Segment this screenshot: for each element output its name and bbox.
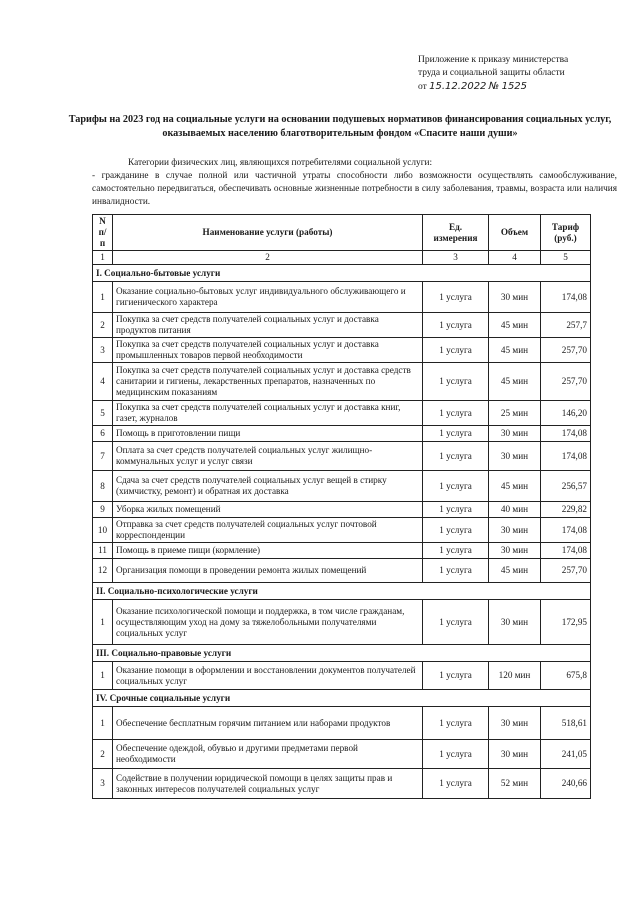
volume-cell: 45 мин: [489, 363, 541, 401]
unit-cell: 1 услуга: [423, 559, 489, 583]
row-number: 1: [93, 707, 113, 740]
unit-cell: 1 услуга: [423, 662, 489, 690]
category-heading: Категории физических лиц, являющихся потребителями социальной услуги:: [128, 158, 433, 168]
row-number: 9: [93, 502, 113, 518]
volume-cell: 52 мин: [489, 769, 541, 799]
tariff-cell: 174,08: [541, 543, 591, 559]
column-index-row: [93, 251, 591, 265]
table-row: [93, 471, 591, 502]
row-number: 3: [93, 338, 113, 363]
unit-cell: 1 услуга: [423, 282, 489, 313]
unit-cell: 1 услуга: [423, 707, 489, 740]
volume-cell: 45 мин: [489, 338, 541, 363]
service-name: Оплата за счет средств получателей социальных услуг жилищно-коммунальных услуг и услуг связи: [113, 442, 423, 471]
section-title: IV. Срочные социальные услуги: [93, 690, 591, 707]
appendix-line-1: Приложение к приказу министерства: [418, 55, 569, 65]
tariff-cell: 174,08: [541, 282, 591, 313]
section-row: [93, 645, 591, 662]
table-row: [93, 662, 591, 690]
service-name: Сдача за счет средств получателей социальных услуг вещей в стирку (химчистку, ремонт) и обратная их доставка: [113, 471, 423, 502]
unit-cell: 1 услуга: [423, 769, 489, 799]
tariff-cell: 146,20: [541, 401, 591, 426]
row-number: 5: [93, 401, 113, 426]
service-name: Покупка за счет средств получателей социальных услуг и доставка продуктов питания: [113, 313, 423, 338]
table-row: [93, 740, 591, 769]
table-row: [93, 426, 591, 442]
service-name: Организация помощи в проведении ремонта жилых помещений: [113, 559, 423, 583]
row-number: 2: [93, 313, 113, 338]
appendix-line-2: труда и социальной защиты области: [418, 68, 565, 78]
row-number: 7: [93, 442, 113, 471]
unit-cell: 1 услуга: [423, 471, 489, 502]
index-2: 2: [113, 251, 423, 265]
header-name: Наименование услуги (работы): [113, 215, 423, 251]
header-volume: Объем: [489, 215, 541, 251]
appendix-number: 1525: [501, 81, 528, 92]
volume-cell: 30 мин: [489, 543, 541, 559]
tariff-cell: 174,08: [541, 426, 591, 442]
unit-cell: 1 услуга: [423, 600, 489, 645]
table-row: [93, 600, 591, 645]
volume-cell: 120 мин: [489, 662, 541, 690]
table-row: [93, 363, 591, 401]
table-row: [93, 442, 591, 471]
section-row: [93, 265, 591, 282]
volume-cell: 30 мин: [489, 518, 541, 543]
table-row: [93, 282, 591, 313]
service-name: Оказание психологической помощи и поддержка, в том числе гражданам, осуществляющим уход на дому за тяжелобольными получателями социальных услуг: [113, 600, 423, 645]
appendix-note: [418, 54, 618, 94]
table-row: [93, 518, 591, 543]
header-row: [93, 215, 591, 251]
category-description: - гражданине в случае полной или частичной утраты способности либо возможности осуществлять самообслуживание, самостоятельно передвигаться, обеспечивать основные жизненные потребности в силу заболевания, травмы, возраста или наличия инвалидности.: [92, 171, 617, 207]
volume-cell: 45 мин: [489, 313, 541, 338]
index-1: 1: [93, 251, 113, 265]
tariff-cell: 257,7: [541, 313, 591, 338]
tariff-cell: 229,82: [541, 502, 591, 518]
row-number: 8: [93, 471, 113, 502]
appendix-prefix: от: [418, 82, 427, 92]
row-number: 12: [93, 559, 113, 583]
volume-cell: 30 мин: [489, 282, 541, 313]
unit-cell: 1 услуга: [423, 543, 489, 559]
service-name: Обеспечение бесплатным горячим питанием или наборами продуктов: [113, 707, 423, 740]
intro: [92, 157, 617, 209]
service-name: Покупка за счет средств получателей социальных услуг и доставка средств санитарии и гигиены, лекарственных препаратов, назначенных по медицинским показаниям: [113, 363, 423, 401]
tariff-cell: 172,95: [541, 600, 591, 645]
section-title: III. Социально-правовые услуги: [93, 645, 591, 662]
table-body: [93, 265, 591, 799]
service-name: Оказание социально-бытовых услуг индивидуального обслуживающего и гигиенического характера: [113, 282, 423, 313]
table-row: [93, 313, 591, 338]
volume-cell: 45 мин: [489, 559, 541, 583]
row-number: 11: [93, 543, 113, 559]
appendix-date: 15.12.2022: [429, 81, 487, 92]
row-number: 10: [93, 518, 113, 543]
unit-cell: 1 услуга: [423, 401, 489, 426]
volume-cell: 30 мин: [489, 707, 541, 740]
row-number: 6: [93, 426, 113, 442]
service-name: Покупка за счет средств получателей социальных услуг и доставка книг, газет, журналов: [113, 401, 423, 426]
service-name: Уборка жилых помещений: [113, 502, 423, 518]
tariff-cell: 257,70: [541, 338, 591, 363]
row-number: 2: [93, 740, 113, 769]
service-name: Оказание помощи в оформлении и восстановлении документов получателей социальных услуг: [113, 662, 423, 690]
header-tariff: Тариф (руб.): [541, 215, 591, 251]
volume-cell: 30 мин: [489, 442, 541, 471]
volume-cell: 30 мин: [489, 426, 541, 442]
service-name: Покупка за счет средств получателей социальных услуг и доставка промышленных товаров первой необходимости: [113, 338, 423, 363]
section-row: [93, 690, 591, 707]
tariff-cell: 241,05: [541, 740, 591, 769]
row-number: 4: [93, 363, 113, 401]
tariff-cell: 257,70: [541, 363, 591, 401]
index-5: 5: [541, 251, 591, 265]
table-row: [93, 543, 591, 559]
table-row: [93, 401, 591, 426]
unit-cell: 1 услуга: [423, 740, 489, 769]
table-row: [93, 559, 591, 583]
row-number: 3: [93, 769, 113, 799]
tariff-cell: 518,61: [541, 707, 591, 740]
volume-cell: 30 мин: [489, 600, 541, 645]
tariff-cell: 240,66: [541, 769, 591, 799]
service-name: Помощь в приеме пищи (кормление): [113, 543, 423, 559]
document-title: Тарифы на 2023 год на социальные услуги на основании подушевых нормативов финансирования социальных услуг, оказываемых населению благотворительным фондом «Спасите наши души»: [68, 114, 612, 139]
volume-cell: 30 мин: [489, 740, 541, 769]
row-number: 1: [93, 662, 113, 690]
tariff-cell: 174,08: [541, 518, 591, 543]
service-name: Содействие в получении юридической помощи в целях защиты прав и законных интересов получателей социальных услуг: [113, 769, 423, 799]
service-name: Отправка за счет средств получателей социальных услуг почтовой корреспонденции: [113, 518, 423, 543]
table-row: [93, 338, 591, 363]
volume-cell: 40 мин: [489, 502, 541, 518]
header-unit: Ед. измерения: [423, 215, 489, 251]
unit-cell: 1 услуга: [423, 518, 489, 543]
unit-cell: 1 услуга: [423, 426, 489, 442]
tariff-cell: 257,70: [541, 559, 591, 583]
row-number: 1: [93, 282, 113, 313]
volume-cell: 45 мин: [489, 471, 541, 502]
section-title: II. Социально-психологические услуги: [93, 583, 591, 600]
tariff-cell: 174,08: [541, 442, 591, 471]
unit-cell: 1 услуга: [423, 502, 489, 518]
tariff-cell: 256,57: [541, 471, 591, 502]
row-number: 1: [93, 600, 113, 645]
header-number: N п/п: [93, 215, 113, 251]
service-name: Помощь в приготовлении пищи: [113, 426, 423, 442]
unit-cell: 1 услуга: [423, 313, 489, 338]
unit-cell: 1 услуга: [423, 338, 489, 363]
table-row: [93, 707, 591, 740]
volume-cell: 25 мин: [489, 401, 541, 426]
index-4: 4: [489, 251, 541, 265]
unit-cell: 1 услуга: [423, 442, 489, 471]
tariff-table: [92, 214, 591, 799]
section-title: I. Социально-бытовые услуги: [93, 265, 591, 282]
table-row: [93, 769, 591, 799]
section-row: [93, 583, 591, 600]
service-name: Обеспечение одеждой, обувью и другими предметами первой необходимости: [113, 740, 423, 769]
tariff-cell: 675,8: [541, 662, 591, 690]
table-row: [93, 502, 591, 518]
unit-cell: 1 услуга: [423, 363, 489, 401]
index-3: 3: [423, 251, 489, 265]
appendix-no-sign: №: [488, 81, 500, 92]
appendix-date-line: [418, 80, 618, 94]
